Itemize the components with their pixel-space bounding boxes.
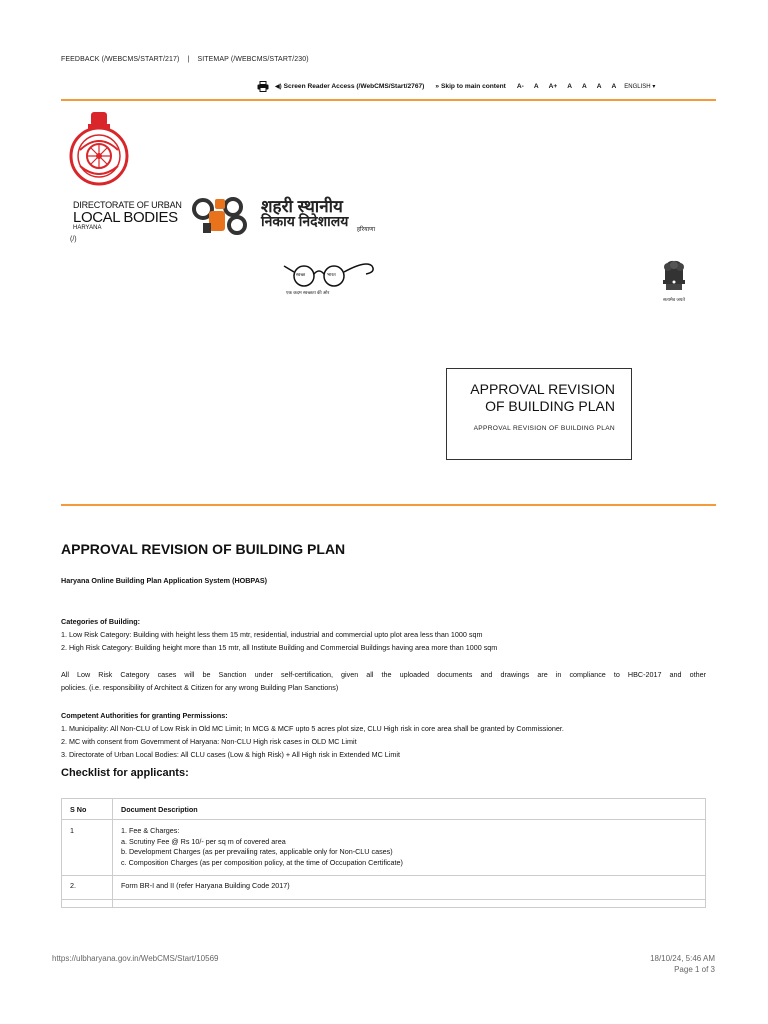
column-header-description: Document Description: [113, 799, 706, 820]
banner-title: APPROVAL REVISION OF BUILDING PLAN: [470, 381, 615, 414]
banner-breadcrumb: APPROVAL REVISION OF BUILDING PLAN: [473, 425, 615, 432]
table-header-row: [62, 799, 706, 820]
footer-page-number: Page 1 of 3: [674, 965, 715, 974]
contrast-button-1[interactable]: A: [567, 82, 572, 90]
checklist-heading: Checklist for applicants:: [61, 767, 189, 779]
header-divider: [61, 99, 716, 101]
category-item-1: 1. Low Risk Category: Building with height less them 15 mtr, residential, industrial and commercial upto plot area less than 1000 sqm: [61, 630, 483, 639]
content-divider: [61, 504, 716, 506]
row-sno: [62, 900, 113, 908]
system-name: Haryana Online Building Plan Application System (HOBPAS): [61, 576, 268, 585]
swachh-left-word: स्वच्छ: [296, 272, 306, 277]
low-risk-paragraph-line1: All Low Risk Category cases will be Sanction under self-certification, given all the uploaded documents and drawings are in compliance to HBC-2017 and other: [61, 670, 706, 679]
hindi-line3: हरियाणा: [356, 227, 375, 234]
contrast-button-3[interactable]: A: [596, 82, 602, 90]
logo-text-line2: LOCAL BODIES: [73, 209, 178, 226]
page-banner-card: [446, 368, 632, 460]
description-line: b. Development Charges (as per prevailing rates, applicable only for Non-CLU cases): [121, 847, 393, 856]
home-link[interactable]: (/): [70, 236, 77, 243]
description-line: a. Scrutiny Fee @ Rs 10/- per sq m of covered area: [121, 836, 286, 846]
ulb-emblem-icon: [191, 197, 251, 235]
national-emblem: [657, 258, 691, 304]
authority-item-3: 3. Directorate of Urban Local Bodies: All CLU cases (Low & high Risk) + All High risk in Extended MC Limit: [61, 750, 400, 759]
checklist-table: [61, 798, 706, 908]
authorities-heading: Competent Authorities for granting Permissions:: [61, 711, 228, 720]
caret-down-icon: ▾: [652, 83, 656, 90]
emblem-caption: सत्यमेव जयते: [663, 297, 685, 302]
screen-reader-link[interactable]: Screen Reader Access (/WebCMS/Start/2767): [283, 82, 425, 90]
skip-to-main-link[interactable]: Skip to main content: [441, 82, 506, 90]
footer-url: https://ulbharyana.gov.in/WebCMS/Start/10569: [52, 954, 219, 963]
swachh-bharat-logo: [282, 256, 378, 302]
ulb-hindi-text: [261, 199, 375, 234]
column-header-sno: S No: [62, 799, 113, 820]
page-title: APPROVAL REVISION OF BUILDING PLAN: [61, 541, 346, 557]
logo-text-line3: HARYANA: [73, 225, 102, 231]
row-sno: 1: [62, 820, 113, 876]
language-value: ENGLISH: [624, 83, 651, 90]
language-select[interactable]: [624, 83, 655, 90]
row-description: [113, 900, 706, 908]
row-description: [113, 820, 706, 876]
contrast-button-4[interactable]: A: [611, 82, 617, 90]
sitemap-link[interactable]: SITEMAP (/WEBCMS/START/230): [197, 56, 309, 63]
description-line: 1. Fee & Charges:: [121, 826, 180, 835]
low-risk-paragraph-line2: policies. (i.e. responsibility of Architect & Citizen for any wrong Building Plan Sanctions): [61, 683, 339, 692]
contrast-button-2[interactable]: A: [582, 82, 587, 90]
table-row: [62, 900, 706, 908]
description-line: Form BR-I and II (refer Haryana Building Code 2017): [121, 881, 290, 890]
print-icon[interactable]: [257, 81, 269, 92]
swachh-right-word: भारत: [327, 272, 336, 277]
authority-item-2: 2. MC with consent from Government of Haryana: Non-CLU High risk cases in OLD MC Limit: [61, 737, 357, 746]
categories-heading: Categories of Building:: [61, 617, 141, 626]
hindi-line2: निकाय निदेशालय: [261, 213, 349, 230]
table-row: [62, 876, 706, 900]
authority-item-1: 1. Municipality: All Non-CLU of Low Risk in Old MC Limit; In MCG & MCF upto 5 acres plot size, CLU High risk in core area shall be granted by Commissioner.: [61, 724, 564, 733]
feedback-link[interactable]: FEEDBACK (/WEBCMS/START/217): [61, 56, 180, 63]
ulb-english-text: [73, 201, 185, 231]
skip-icon: »: [435, 82, 440, 90]
top-links: [61, 56, 315, 63]
speaker-icon: ◀): [275, 83, 282, 90]
ulb-logo[interactable]: [73, 197, 383, 237]
row-sno: 2.: [62, 876, 113, 900]
lion-capital-icon: [659, 258, 689, 292]
accessibility-toolbar: [257, 80, 655, 92]
table-row: [62, 820, 706, 876]
font-decrease-button[interactable]: A-: [516, 82, 524, 90]
haryana-seal-logo[interactable]: [68, 110, 130, 186]
footer-datetime: 18/10/24, 5:46 AM: [650, 954, 715, 963]
top-links-separator: |: [187, 56, 190, 63]
font-increase-button[interactable]: A+: [548, 82, 558, 90]
swachh-tagline: एक कदम स्वच्छता की ओर: [286, 290, 330, 295]
row-description: [113, 876, 706, 900]
logo-text-line1: DIRECTORATE OF URBAN: [73, 200, 182, 210]
font-normal-button[interactable]: A: [533, 82, 539, 90]
hindi-line1: शहरी स्थानीय: [261, 197, 343, 216]
description-line: c. Composition Charges (as per composition policy, at the time of Occupation Certificate): [121, 857, 403, 867]
category-item-2: 2. High Risk Category: Building height more than 15 mtr, all Institute Building and Commercial Buildings having area more than 1000 sqm: [61, 643, 498, 652]
